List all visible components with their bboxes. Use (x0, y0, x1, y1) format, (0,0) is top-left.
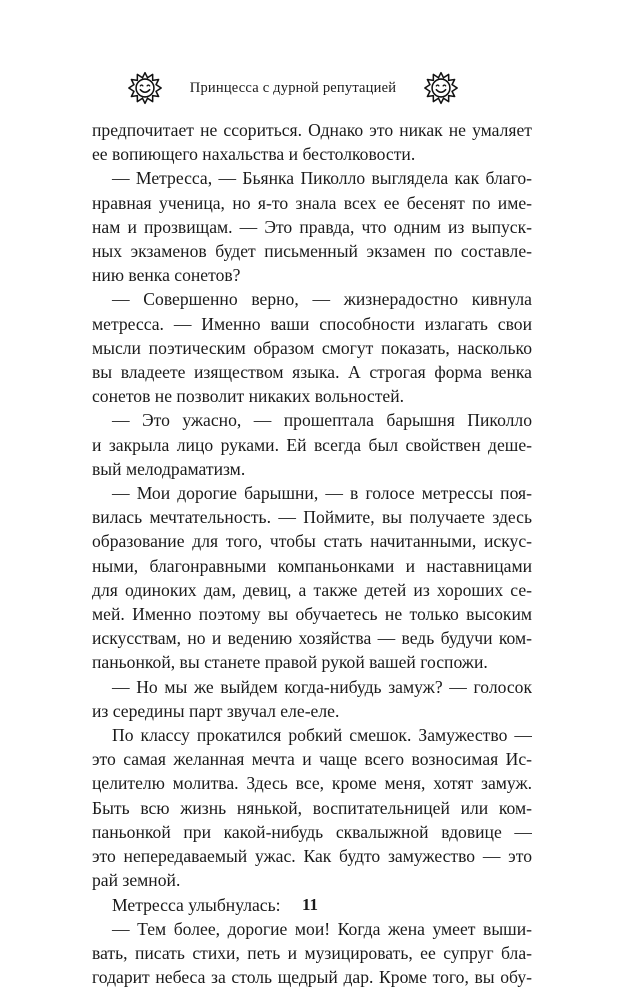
text-line: вый мелодраматизм. (92, 458, 246, 479)
text-line: паньонкой, вы станете правой рукой вашей госпожи. (92, 652, 488, 673)
body-text (92, 118, 532, 989)
smiling-sun-face-icon (424, 71, 458, 105)
text-line: мей. Именно поэтому вы обучаетесь не только высоким (92, 604, 532, 625)
text-line: из середины парт звучал еле-еле. (92, 700, 340, 721)
paragraph (92, 675, 532, 723)
paragraph (92, 166, 532, 287)
text-line: — Совершенно верно, — жизнерадостно кивнула (112, 289, 532, 310)
text-line: — Это ужасно, — прошептала барышня Пиколло (112, 410, 532, 431)
smiling-sun-face-icon (128, 71, 162, 105)
text-line: вы владеете изяществом языка. А строгая форма венка (92, 362, 532, 383)
running-header (128, 68, 458, 108)
running-header-title: Принцесса с дурной репутацией (189, 79, 397, 96)
text-line: целителю молитва. Здесь все, кроме меня, хотят замуж. (92, 773, 532, 794)
paragraph (92, 118, 532, 166)
text-line: ными, благонравными компаньонками и наставницами (92, 555, 532, 576)
text-line: годарит небеса за столь щедрый дар. Кроме того, вы обу- (92, 967, 532, 988)
text-line: рай земной. (92, 870, 181, 891)
text-line: ее вопиющего нахальства и бестолковости. (92, 144, 416, 165)
text-line: — Мои дорогие барышни, — в голосе метрессы поя- (112, 483, 532, 504)
text-line: сонетов не позволит никаких вольностей. (92, 386, 405, 407)
paragraph (92, 287, 532, 408)
text-line: Метресса улыбнулась: (112, 894, 281, 915)
text-line: паньонкой при какой-нибудь сквалыжной вдовице — (92, 821, 532, 842)
text-line: и закрыла лицо руками. Ей всегда был свойствен деше- (92, 434, 532, 455)
text-line: для одиноких дам, девиц, а также детей из хороших се- (92, 579, 532, 600)
text-line: — Тем более, дорогие мои! Когда жена умеет выши- (112, 918, 532, 939)
text-line: нравная ученица, но я-то знала всех ее бесенят по име- (92, 192, 532, 213)
text-line: предпочитает не ссориться. Однако это никак не умаляет (92, 120, 532, 140)
text-line: ных экзаменов будет письменный экзамен по составле- (92, 241, 532, 262)
text-line: это непередаваемый ужас. Как будто замужество — это (92, 846, 532, 867)
text-line: — Метресса, — Бьянка Пиколло выглядела как благо- (112, 168, 532, 189)
text-line: нам и прозвищам. — Это правда, что одним из выпуск- (92, 216, 532, 237)
text-line: образование для того, чтобы стать начитанными, искус- (92, 531, 532, 552)
text-line: — Но мы же выйдем когда-нибудь замуж? — голосок (112, 676, 532, 697)
text-line: искусствам, но и ведению хозяйства — ведь будучи ком- (92, 628, 532, 649)
text-line: Быть всю жизнь нянькой, воспитательницей или ком- (92, 797, 532, 818)
paragraph (92, 408, 532, 481)
paragraph (92, 723, 532, 892)
text-line: метресса. — Именно ваши способности излагать свои (92, 313, 532, 334)
text-line: мысли поэтическим образом смогут показать, насколько (92, 337, 532, 358)
text-line: это самая желанная мечта и чаще всего возносимая Ис- (92, 749, 532, 770)
paragraph (92, 917, 532, 990)
text-line: вилась мечтательность. — Поймите, вы получаете здесь (92, 507, 532, 528)
paragraph (92, 481, 532, 675)
text-line: нию венка сонетов? (92, 265, 241, 286)
text-line: По классу прокатился робкий смешок. Замужество — (112, 725, 532, 746)
page-number: 11 (301, 895, 319, 914)
text-line: вать, писать стихи, петь и музицировать, ее супруг бла- (92, 942, 532, 963)
